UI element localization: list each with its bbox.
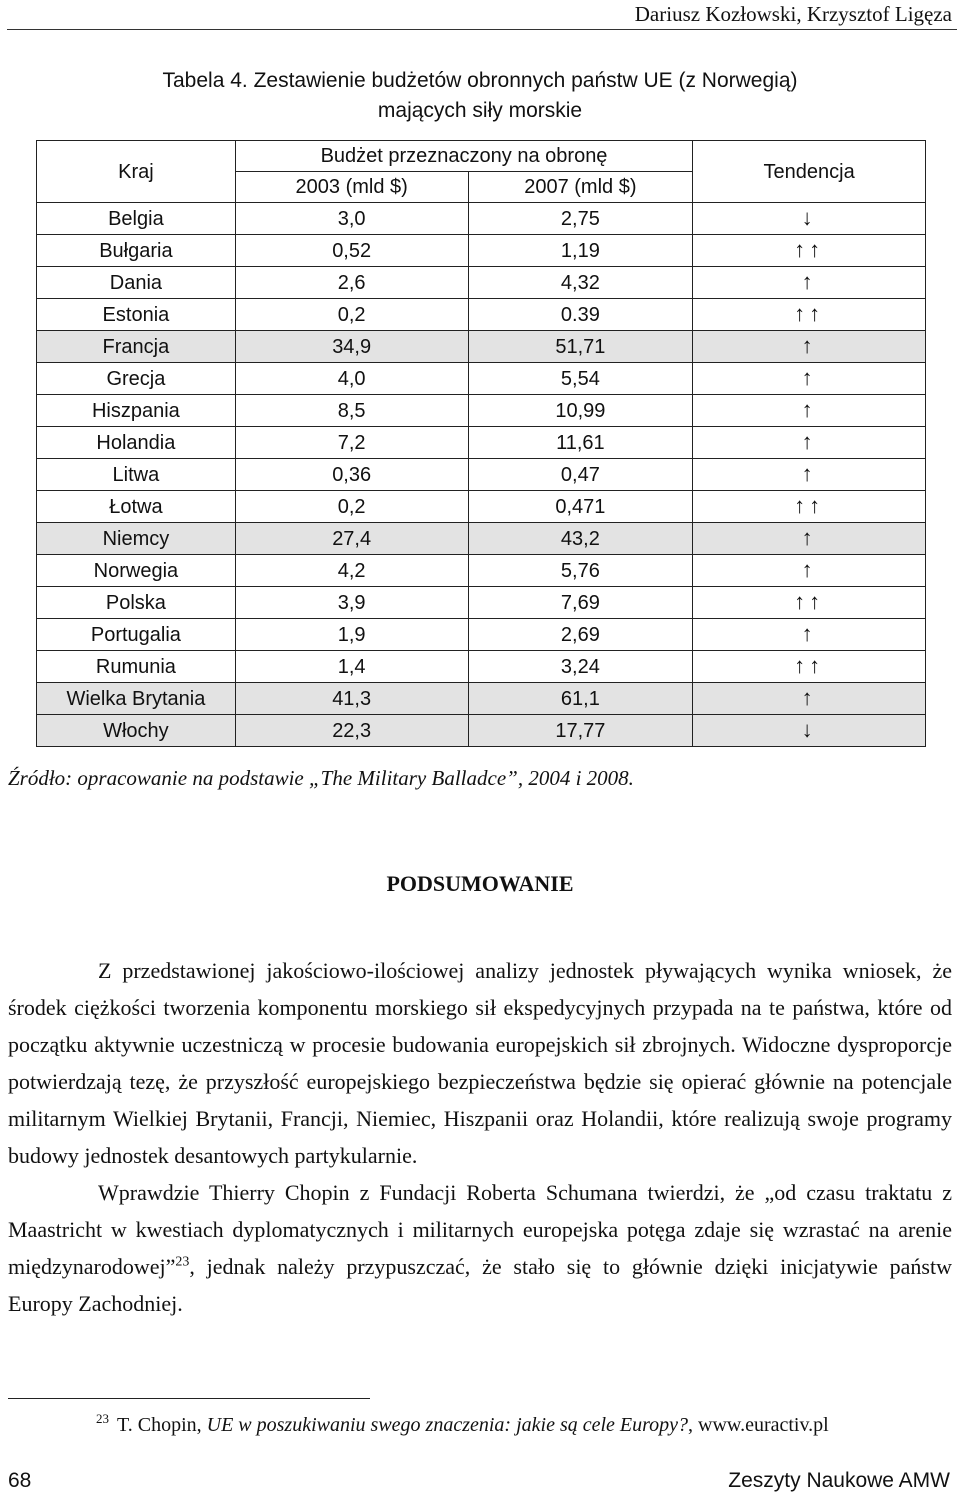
page-number: 68: [8, 1469, 32, 1492]
header-year-2003: 2003 (mld $): [235, 172, 468, 203]
table-row: [37, 683, 926, 715]
trend-cell: [693, 267, 926, 299]
trend-down-icon: ↓: [801, 716, 817, 742]
budget-2007-cell: 5,76: [468, 555, 693, 587]
header-trend: Tendencja: [693, 141, 926, 203]
budget-2007-cell: 0.39: [468, 299, 693, 331]
body-text: [8, 952, 952, 1322]
table-row: [37, 395, 926, 427]
budget-2007-cell: 17,77: [468, 715, 693, 747]
table-body: [37, 203, 926, 747]
journal-name: Zeszyty Naukowe AMW: [728, 1469, 950, 1492]
budget-2007-cell: 10,99: [468, 395, 693, 427]
header-rule: [7, 29, 957, 30]
budget-2003-cell: 1,4: [235, 651, 468, 683]
budget-2003-cell: 0,52: [235, 235, 468, 267]
budget-2003-cell: 4,0: [235, 363, 468, 395]
trend-cell: [693, 235, 926, 267]
country-cell: Rumunia: [37, 651, 236, 683]
budget-2007-cell: 4,32: [468, 267, 693, 299]
budget-2003-cell: 4,2: [235, 555, 468, 587]
trend-cell: [693, 715, 926, 747]
trend-cell: [693, 523, 926, 555]
trend-down-icon: ↓: [801, 204, 817, 230]
budget-2007-cell: 5,54: [468, 363, 693, 395]
trend-strong-up-icon: ↑↑: [794, 300, 825, 326]
budget-2007-cell: 11,61: [468, 427, 693, 459]
footnote: [96, 1411, 829, 1437]
country-cell: Dania: [37, 267, 236, 299]
paragraph-1: Z przedstawionej jakościowo-ilościowej analizy jednostek pływających wynika wniosek, że środek ciężkości tworzenia komponentu morskiego sił ekspedycyjnych przypada na te państwa, które od początku aktywnie uczestniczą w procesie budowania europejskich sił zbrojnych. Widoczne dysproporcje potwierdzają tezę, że przyszłość europejskiego bezpieczeństwa będzie się opierać głównie na potencjale militarnym Wielkiej Brytanii, Francji, Niemiec, Hiszpanii oraz Holandii, które realizują swoje programy budowy jednostek desantowych partykularnie.: [8, 958, 952, 1168]
trend-up-icon: ↑: [801, 556, 817, 582]
trend-cell: [693, 651, 926, 683]
trend-strong-up-icon: ↑↑: [794, 588, 825, 614]
budget-2007-cell: 2,69: [468, 619, 693, 651]
footnote-title: UE w poszukiwaniu swego znaczenia: jakie są cele Europy?: [206, 1414, 689, 1436]
trend-cell: [693, 459, 926, 491]
table-row: [37, 651, 926, 683]
budget-2007-cell: 61,1: [468, 683, 693, 715]
table-row: [37, 299, 926, 331]
table-row: [37, 555, 926, 587]
table-row: [37, 587, 926, 619]
header-country: Kraj: [37, 141, 236, 203]
budget-2003-cell: 0,2: [235, 299, 468, 331]
budget-2003-cell: 22,3: [235, 715, 468, 747]
country-cell: Estonia: [37, 299, 236, 331]
trend-strong-up-icon: ↑↑: [794, 652, 825, 678]
trend-cell: [693, 587, 926, 619]
budget-2007-cell: 0,471: [468, 491, 693, 523]
table-row: [37, 363, 926, 395]
table-row: [37, 715, 926, 747]
trend-cell: [693, 203, 926, 235]
budget-2003-cell: 2,6: [235, 267, 468, 299]
country-cell: Hiszpania: [37, 395, 236, 427]
country-cell: Grecja: [37, 363, 236, 395]
trend-up-icon: ↑: [801, 396, 817, 422]
country-cell: Francja: [37, 331, 236, 363]
country-cell: Polska: [37, 587, 236, 619]
table-row: [37, 491, 926, 523]
trend-up-icon: ↑: [801, 684, 817, 710]
budget-2007-cell: 0,47: [468, 459, 693, 491]
budget-2003-cell: 27,4: [235, 523, 468, 555]
trend-cell: [693, 427, 926, 459]
footnote-author: T. Chopin,: [117, 1414, 207, 1436]
budget-2007-cell: 2,75: [468, 203, 693, 235]
country-cell: Bułgaria: [37, 235, 236, 267]
table-source: Źródło: opracowanie na podstawie „The Military Balladce”, 2004 i 2008.: [8, 766, 634, 790]
paragraph-2: [8, 1174, 952, 1322]
table-row: [37, 235, 926, 267]
caption-line-2: mających siły morskie: [377, 99, 583, 122]
caption-line-1: Tabela 4. Zestawienie budżetów obronnych państw UE (z Norwegią): [162, 69, 798, 92]
budget-2007-cell: 51,71: [468, 331, 693, 363]
table-row: [37, 267, 926, 299]
budget-2003-cell: 41,3: [235, 683, 468, 715]
budget-2007-cell: 43,2: [468, 523, 693, 555]
trend-cell: [693, 619, 926, 651]
trend-cell: [693, 555, 926, 587]
table-row: [37, 523, 926, 555]
footnote-url[interactable]: , www.euractiv.pl: [688, 1414, 829, 1436]
budget-2007-cell: 3,24: [468, 651, 693, 683]
paragraph-2-text-a: Wprawdzie Thierry Chopin z Fundacji Roberta Schumana twierdzi, że „od czasu traktatu z Maastricht w kwestiach dyplomatycznych i militarnych europejska potęga zdaje się wzrastać na arenie międzynarodowej”: [8, 1180, 952, 1279]
running-head-authors: Dariusz Kozłowski, Krzysztof Ligęza: [634, 2, 952, 26]
table-row: [37, 459, 926, 491]
country-cell: Norwegia: [37, 555, 236, 587]
budget-2003-cell: 34,9: [235, 331, 468, 363]
country-cell: Portugalia: [37, 619, 236, 651]
trend-cell: [693, 395, 926, 427]
defense-budget-table: [36, 140, 926, 747]
trend-up-icon: ↑: [801, 332, 817, 358]
trend-up-icon: ↑: [801, 268, 817, 294]
budget-2003-cell: 1,9: [235, 619, 468, 651]
country-cell: Litwa: [37, 459, 236, 491]
header-year-2007: 2007 (mld $): [468, 172, 693, 203]
footnote-rule: [8, 1398, 370, 1399]
country-cell: Wielka Brytania: [37, 683, 236, 715]
trend-strong-up-icon: ↑↑: [794, 492, 825, 518]
budget-2003-cell: 0,36: [235, 459, 468, 491]
table-row: [37, 427, 926, 459]
trend-up-icon: ↑: [801, 620, 817, 646]
country-cell: Włochy: [37, 715, 236, 747]
trend-up-icon: ↑: [801, 428, 817, 454]
country-cell: Belgia: [37, 203, 236, 235]
trend-up-icon: ↑: [801, 460, 817, 486]
trend-cell: [693, 363, 926, 395]
budget-2003-cell: 0,2: [235, 491, 468, 523]
table-caption: [60, 66, 900, 126]
trend-strong-up-icon: ↑↑: [794, 236, 825, 262]
budget-2007-cell: 1,19: [468, 235, 693, 267]
budget-2007-cell: 7,69: [468, 587, 693, 619]
budget-2003-cell: 3,9: [235, 587, 468, 619]
country-cell: Holandia: [37, 427, 236, 459]
section-title: PODSUMOWANIE: [386, 871, 574, 896]
footnote-number: 23: [96, 1411, 109, 1427]
footnote-ref[interactable]: 23: [175, 1254, 190, 1270]
header-budget: Budżet przeznaczony na obronę: [235, 141, 692, 172]
trend-cell: [693, 491, 926, 523]
table-row: [37, 331, 926, 363]
table-row: [37, 619, 926, 651]
trend-up-icon: ↑: [801, 524, 817, 550]
trend-cell: [693, 331, 926, 363]
budget-2003-cell: 7,2: [235, 427, 468, 459]
budget-2003-cell: 8,5: [235, 395, 468, 427]
country-cell: Niemcy: [37, 523, 236, 555]
paragraph-2-text-b: , jednak należy przypuszczać, że stało się to głównie dzięki inicjatywie państw Europy Zachodniej.: [8, 1254, 952, 1316]
table-row: [37, 203, 926, 235]
trend-cell: [693, 299, 926, 331]
country-cell: Łotwa: [37, 491, 236, 523]
trend-cell: [693, 683, 926, 715]
trend-up-icon: ↑: [801, 364, 817, 390]
budget-2003-cell: 3,0: [235, 203, 468, 235]
